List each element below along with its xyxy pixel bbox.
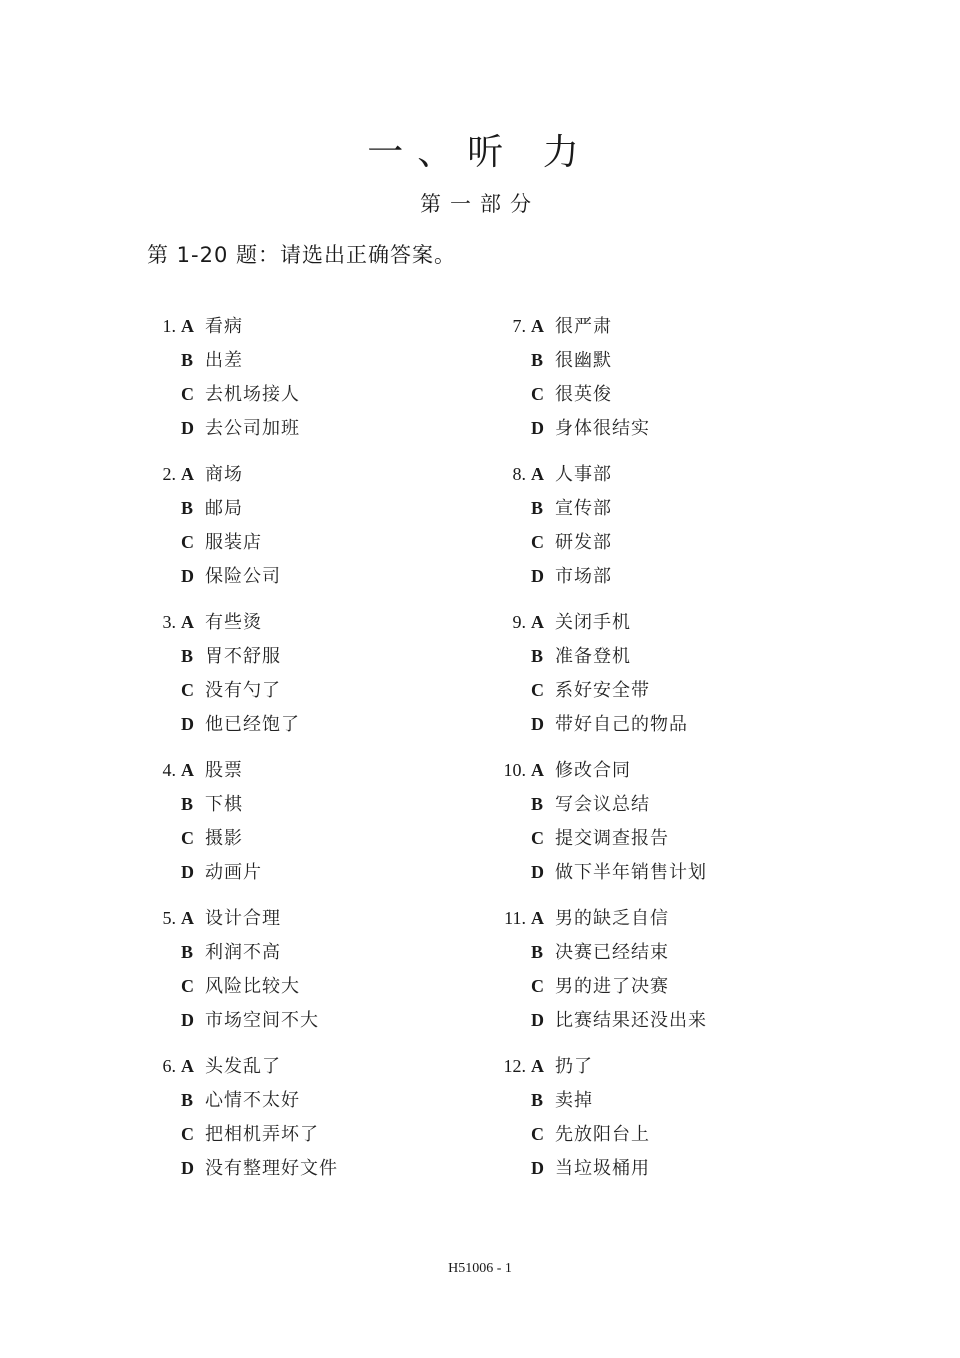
option-text: 先放阳台上 [555, 1124, 650, 1145]
option-text: 下棋 [205, 794, 243, 815]
section-title: 一、听 力 [367, 132, 593, 173]
option-letter: C [181, 680, 194, 700]
option-text: 卖掉 [555, 1090, 593, 1111]
option-text: 去公司加班 [205, 418, 300, 439]
option-b [181, 1083, 300, 1117]
option-a [181, 1049, 281, 1083]
option-a [531, 1049, 593, 1083]
option-letter: D [531, 1158, 544, 1178]
question-number: 2. [162, 464, 176, 484]
option-text: 市场空间不大 [205, 1010, 319, 1031]
option-letter: D [181, 1010, 194, 1030]
option-text: 把相机弄坏了 [205, 1124, 319, 1145]
option-text: 头发乱了 [205, 1056, 281, 1077]
option-letter: D [181, 566, 194, 586]
option-letter: D [531, 714, 544, 734]
option-letter: B [181, 1090, 194, 1110]
option-letter: D [531, 862, 544, 882]
option-text: 系好安全带 [555, 680, 650, 701]
option-text: 关闭手机 [555, 612, 631, 633]
question-number: 3. [162, 612, 176, 632]
option-d [531, 559, 612, 593]
option-c [531, 1117, 650, 1151]
option-text: 身体很结实 [555, 418, 650, 439]
option-text: 有些烫 [205, 612, 262, 633]
option-b [531, 639, 631, 673]
option-letter: C [531, 828, 544, 848]
option-letter: D [531, 418, 544, 438]
option-text: 研发部 [555, 532, 612, 553]
option-letter: A [181, 1056, 194, 1076]
question-number: 7. [512, 316, 526, 336]
option-letter: C [531, 1124, 544, 1144]
option-d [531, 1151, 650, 1185]
option-a [181, 457, 243, 491]
option-letter: B [181, 942, 194, 962]
question-number: 6. [162, 1056, 176, 1076]
option-letter: D [181, 862, 194, 882]
option-d [181, 1151, 338, 1185]
option-b [531, 1083, 593, 1117]
question-number: 8. [512, 464, 526, 484]
option-letter: B [181, 350, 194, 370]
option-letter: B [181, 794, 194, 814]
option-c [181, 821, 243, 855]
question-number: 9. [512, 612, 526, 632]
option-a [531, 901, 669, 935]
option-letter: D [181, 418, 194, 438]
option-letter: C [531, 976, 544, 996]
option-a [531, 753, 631, 787]
option-b [531, 787, 650, 821]
option-d [531, 707, 688, 741]
option-text: 很严肃 [555, 316, 612, 337]
option-letter: A [181, 908, 194, 928]
option-c [181, 969, 300, 1003]
option-letter: C [531, 384, 544, 404]
option-text: 人事部 [555, 464, 612, 485]
option-text: 出差 [205, 350, 243, 371]
option-letter: B [531, 646, 544, 666]
option-letter: D [181, 714, 194, 734]
option-text: 没有整理好文件 [205, 1158, 338, 1179]
option-letter: A [531, 1056, 544, 1076]
option-letter: D [531, 1010, 544, 1030]
option-c [181, 525, 262, 559]
option-b [531, 935, 669, 969]
option-a [181, 605, 262, 639]
option-a [181, 753, 243, 787]
option-letter: B [181, 646, 194, 666]
option-b [531, 343, 612, 377]
option-b [181, 639, 281, 673]
option-letter: C [181, 384, 194, 404]
option-letter: D [531, 566, 544, 586]
option-text: 股票 [205, 760, 243, 781]
option-b [531, 491, 612, 525]
option-a [531, 309, 612, 343]
option-letter: A [531, 612, 544, 632]
option-text: 提交调查报告 [555, 828, 669, 849]
option-text: 利润不高 [205, 942, 281, 963]
option-text: 准备登机 [555, 646, 631, 667]
option-c [531, 377, 612, 411]
option-text: 修改合同 [555, 760, 631, 781]
option-letter: B [531, 350, 544, 370]
option-d [181, 1003, 319, 1037]
option-letter: A [181, 464, 194, 484]
option-a [531, 457, 612, 491]
question-number: 12. [503, 1056, 526, 1076]
question-number: 5. [162, 908, 176, 928]
page-footer: H51006 - 1 [448, 1261, 512, 1276]
option-text: 很幽默 [555, 350, 612, 371]
option-d [531, 411, 650, 445]
option-text: 写会议总结 [555, 794, 650, 815]
option-c [181, 673, 281, 707]
option-text: 比赛结果还没出来 [555, 1010, 707, 1031]
option-text: 他已经饱了 [205, 714, 300, 735]
option-text: 摄影 [205, 828, 243, 849]
option-a [181, 309, 243, 343]
part-subtitle: 第一部分 [420, 192, 540, 216]
option-text: 保险公司 [205, 566, 281, 587]
option-a [531, 605, 631, 639]
option-c [531, 821, 669, 855]
option-letter: A [531, 908, 544, 928]
option-b [181, 787, 243, 821]
option-letter: A [181, 760, 194, 780]
option-text: 服装店 [205, 532, 262, 553]
option-letter: C [181, 532, 194, 552]
option-text: 市场部 [555, 566, 612, 587]
question-number: 1. [162, 316, 176, 336]
option-text: 很英俊 [555, 384, 612, 405]
option-letter: C [181, 1124, 194, 1144]
option-letter: C [531, 532, 544, 552]
option-c [181, 377, 300, 411]
option-letter: C [181, 976, 194, 996]
option-text: 男的缺乏自信 [555, 908, 669, 929]
option-c [531, 969, 669, 1003]
question-number: 11. [504, 908, 526, 928]
option-text: 动画片 [205, 862, 262, 883]
option-text: 风险比较大 [205, 976, 300, 997]
option-letter: D [181, 1158, 194, 1178]
option-text: 去机场接人 [205, 384, 300, 405]
option-letter: B [531, 794, 544, 814]
option-b [181, 343, 243, 377]
option-d [181, 707, 300, 741]
option-d [181, 855, 262, 889]
option-text: 心情不太好 [205, 1090, 300, 1111]
option-b [181, 935, 281, 969]
option-letter: A [531, 316, 544, 336]
question-number: 10. [503, 760, 526, 780]
option-letter: A [181, 612, 194, 632]
option-letter: B [531, 1090, 544, 1110]
option-text: 扔了 [555, 1056, 593, 1077]
option-letter: A [531, 760, 544, 780]
option-text: 男的进了决赛 [555, 976, 669, 997]
option-text: 胃不舒服 [205, 646, 281, 667]
option-c [531, 673, 650, 707]
option-d [181, 411, 300, 445]
option-a [181, 901, 281, 935]
instruction-text: 第 1-20 题：请选出正确答案。 [147, 243, 457, 267]
option-text: 当垃圾桶用 [555, 1158, 650, 1179]
option-text: 商场 [205, 464, 243, 485]
option-text: 做下半年销售计划 [555, 862, 707, 883]
option-text: 邮局 [205, 498, 243, 519]
option-letter: B [531, 942, 544, 962]
option-b [181, 491, 243, 525]
option-text: 没有勺了 [205, 680, 281, 701]
option-letter: B [181, 498, 194, 518]
option-letter: B [531, 498, 544, 518]
option-d [531, 855, 707, 889]
option-d [181, 559, 281, 593]
option-c [531, 525, 612, 559]
option-d [531, 1003, 707, 1037]
option-c [181, 1117, 319, 1151]
option-text: 设计合理 [205, 908, 281, 929]
option-text: 看病 [205, 316, 243, 337]
option-letter: C [181, 828, 194, 848]
option-letter: C [531, 680, 544, 700]
option-text: 决赛已经结束 [555, 942, 669, 963]
option-text: 宣传部 [555, 498, 612, 519]
question-number: 4. [162, 760, 176, 780]
option-text: 带好自己的物品 [555, 714, 688, 735]
option-letter: A [531, 464, 544, 484]
option-letter: A [181, 316, 194, 336]
